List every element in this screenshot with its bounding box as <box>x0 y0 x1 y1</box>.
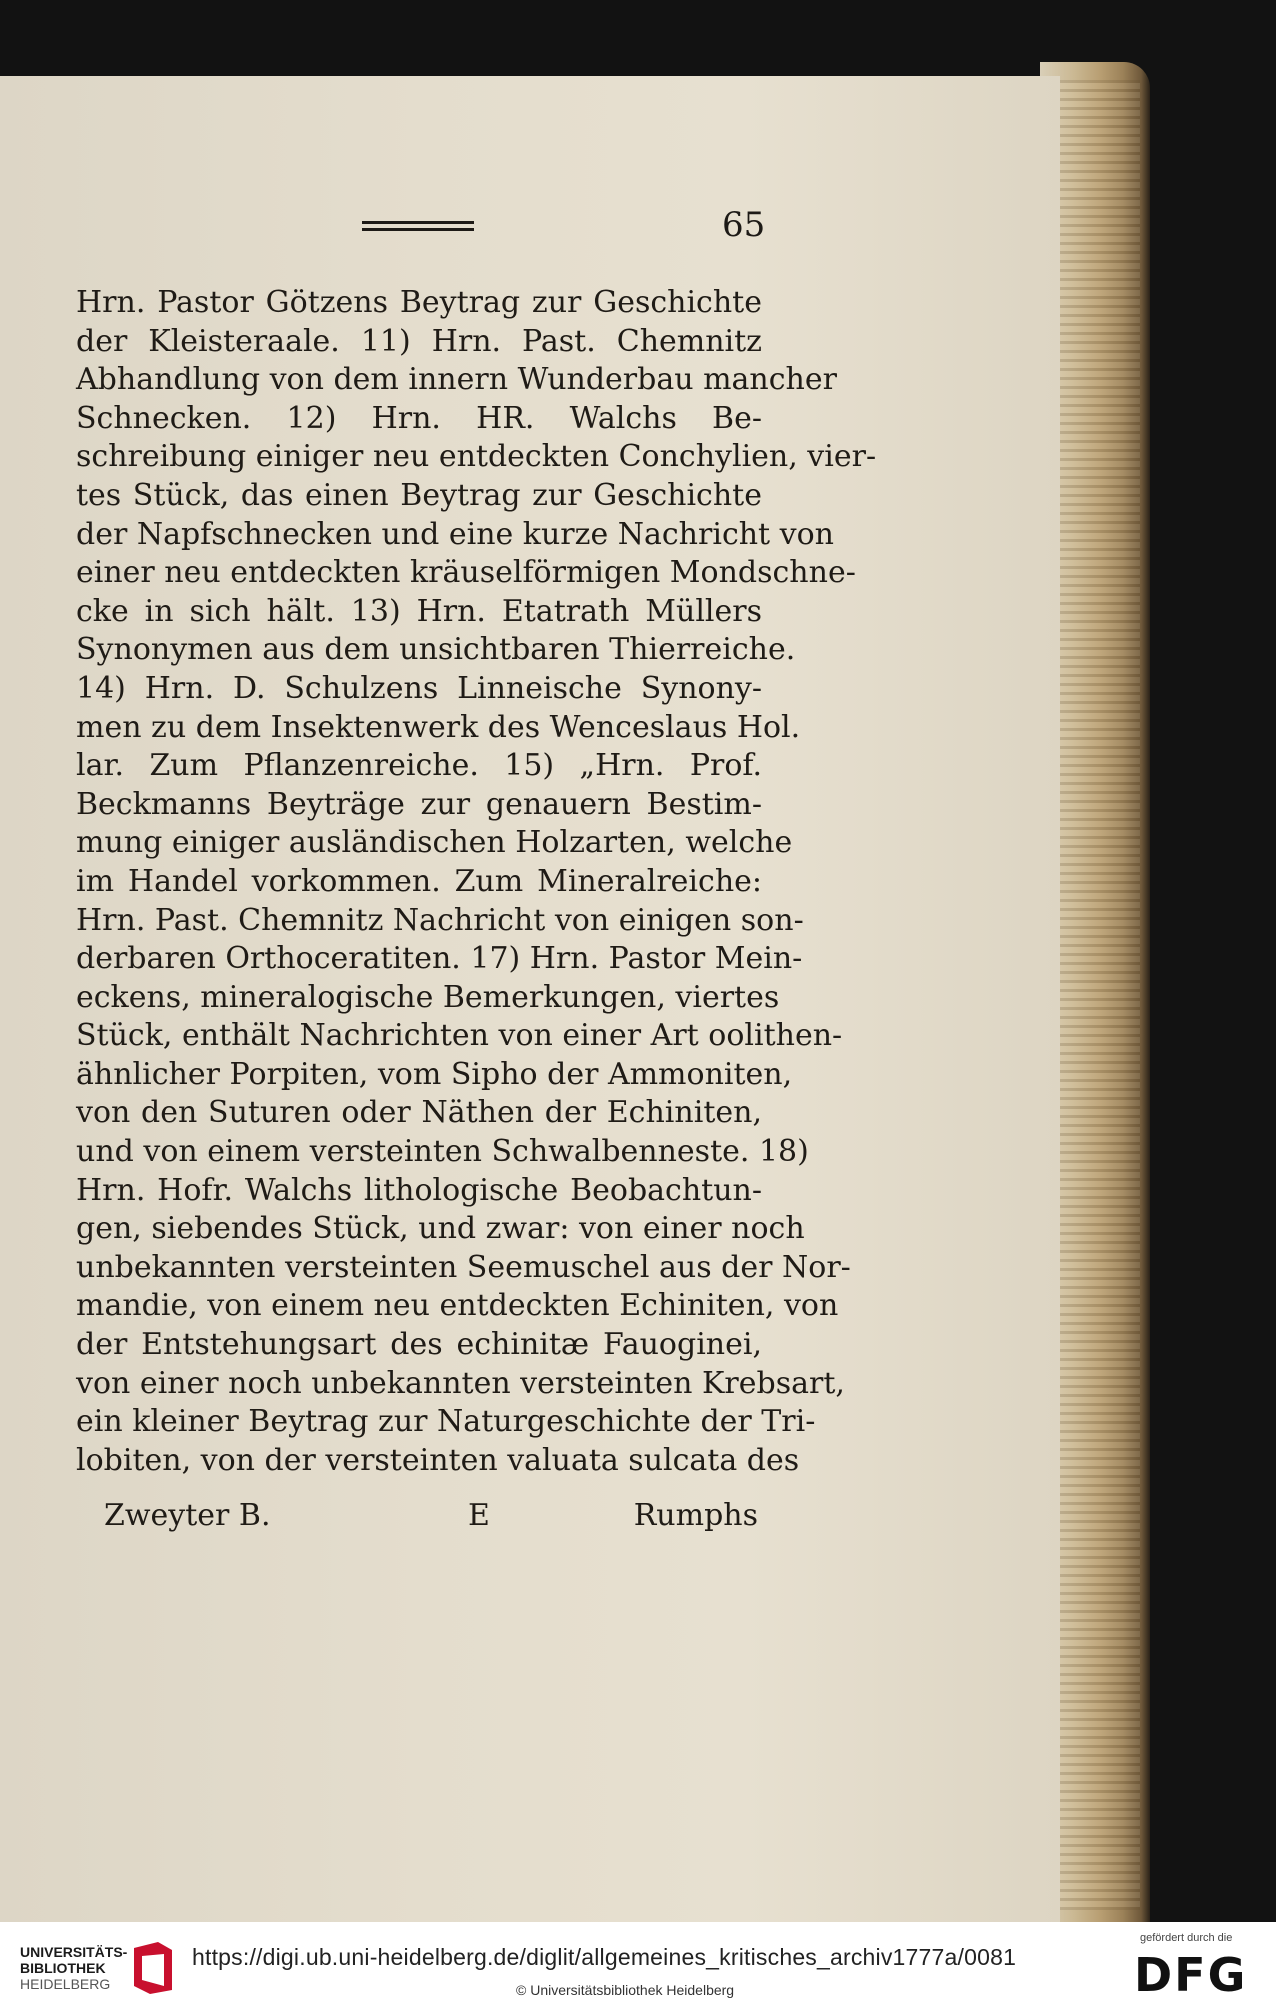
text-line: Hrn. Past. Chemnitz Nachricht von einigen son- <box>76 902 804 938</box>
text-line: tes Stück, das einen Beytrag zur Geschichte <box>76 477 762 513</box>
text-line: der Napfschnecken und eine kurze Nachricht von <box>76 516 834 552</box>
signature-volume: Zweyter B. <box>104 1498 271 1533</box>
library-logo-text[interactable] <box>20 1944 127 1992</box>
text-line: men zu dem Insektenwerk des Wenceslaus Hol. <box>76 709 801 745</box>
text-line: Hrn. Pastor Götzens Beytrag zur Geschichte <box>76 285 762 320</box>
dfg-logo[interactable]: DFG <box>1134 1948 1248 2002</box>
text-line: Abhandlung von dem innern Wunderbau mancher <box>76 362 837 398</box>
page-body-text <box>76 284 877 1480</box>
text-line: der Kleisteraale. 11) Hrn. Past. Chemnitz <box>76 323 762 359</box>
text-line: ähnlicher Porpiten, vom Sipho der Ammoniten, <box>76 1056 793 1092</box>
library-name-line: HEIDELBERG <box>20 1976 111 1992</box>
text-line: Hrn. Hofr. Walchs lithologische Beobachtun- <box>76 1172 762 1208</box>
catchword: Rumphs <box>633 1498 758 1533</box>
text-line: mung einiger ausländischen Holzarten, welche <box>76 825 793 861</box>
text-line: und von einem versteinten Schwalbenneste. 18) <box>76 1134 809 1170</box>
text-line: einer neu entdeckten kräuselförmigen Mondschne- <box>76 555 856 591</box>
header-rule <box>362 221 474 235</box>
copyright-text: © Universitätsbibliothek Heidelberg <box>516 1982 735 1998</box>
text-line: ein kleiner Beytrag zur Naturgeschichte der Tri- <box>76 1404 816 1440</box>
signature-mark: E <box>468 1498 490 1533</box>
text-line: lar. Zum Pflanzenreiche. 15) „Hrn. Prof. <box>76 748 762 784</box>
text-line: von den Suturen oder Näthen der Echiniten, <box>76 1095 762 1131</box>
text-line: gen, siebendes Stück, und zwar: von einer noch <box>76 1211 805 1247</box>
funder-note: gefördert durch die <box>1140 1932 1233 1944</box>
page-edge-texture <box>1050 80 1140 1910</box>
text-line: der Entstehungsart des echinitæ Fauoginei, <box>76 1327 762 1363</box>
library-name-line: BIBLIOTHEK <box>20 1960 106 1976</box>
text-line: Schnecken. 12) Hrn. HR. Walchs Be- <box>76 400 762 436</box>
text-line: Stück, enthält Nachrichten von einer Art oolithen- <box>76 1018 843 1054</box>
text-line: mandie, von einem neu entdeckten Echiniten, von <box>76 1288 839 1324</box>
library-logo-icon[interactable] <box>128 1940 176 1996</box>
text-line: im Handel vorkommen. Zum Mineralreiche: <box>76 863 762 899</box>
text-line: derbaren Orthoceratiten. 17) Hrn. Pastor Mein- <box>76 941 803 977</box>
text-line: eckens, mineralogische Bemerkungen, viertes <box>76 979 780 1015</box>
text-line: unbekannten versteinten Seemuschel aus der Nor- <box>76 1249 851 1285</box>
library-name-line: UNIVERSITÄTS- <box>20 1944 128 1960</box>
text-line: schreibung einiger neu entdeckten Conchylien, vier- <box>76 439 877 475</box>
text-line: lobiten, von der versteinten valuata sulcata des <box>76 1442 800 1478</box>
viewer-footer-bar <box>0 1922 1276 2012</box>
text-line: 14) Hrn. D. Schulzens Linneische Synony- <box>76 670 762 706</box>
text-line: von einer noch unbekannten versteinten Krebsart, <box>76 1365 845 1401</box>
page-number: 65 <box>722 205 766 245</box>
text-line: Beckmanns Beyträge zur genauern Bestim- <box>76 786 762 822</box>
text-line: cke in sich hält. 13) Hrn. Etatrath Müllers <box>76 593 762 629</box>
text-line: Synonymen aus dem unsichtbaren Thierreiche. <box>76 632 796 668</box>
page-footer-line <box>104 1498 758 1538</box>
permalink-url[interactable]: https://digi.ub.uni-heidelberg.de/diglit/allgemeines_kritisches_archiv1777a/0081 <box>192 1944 1017 1970</box>
